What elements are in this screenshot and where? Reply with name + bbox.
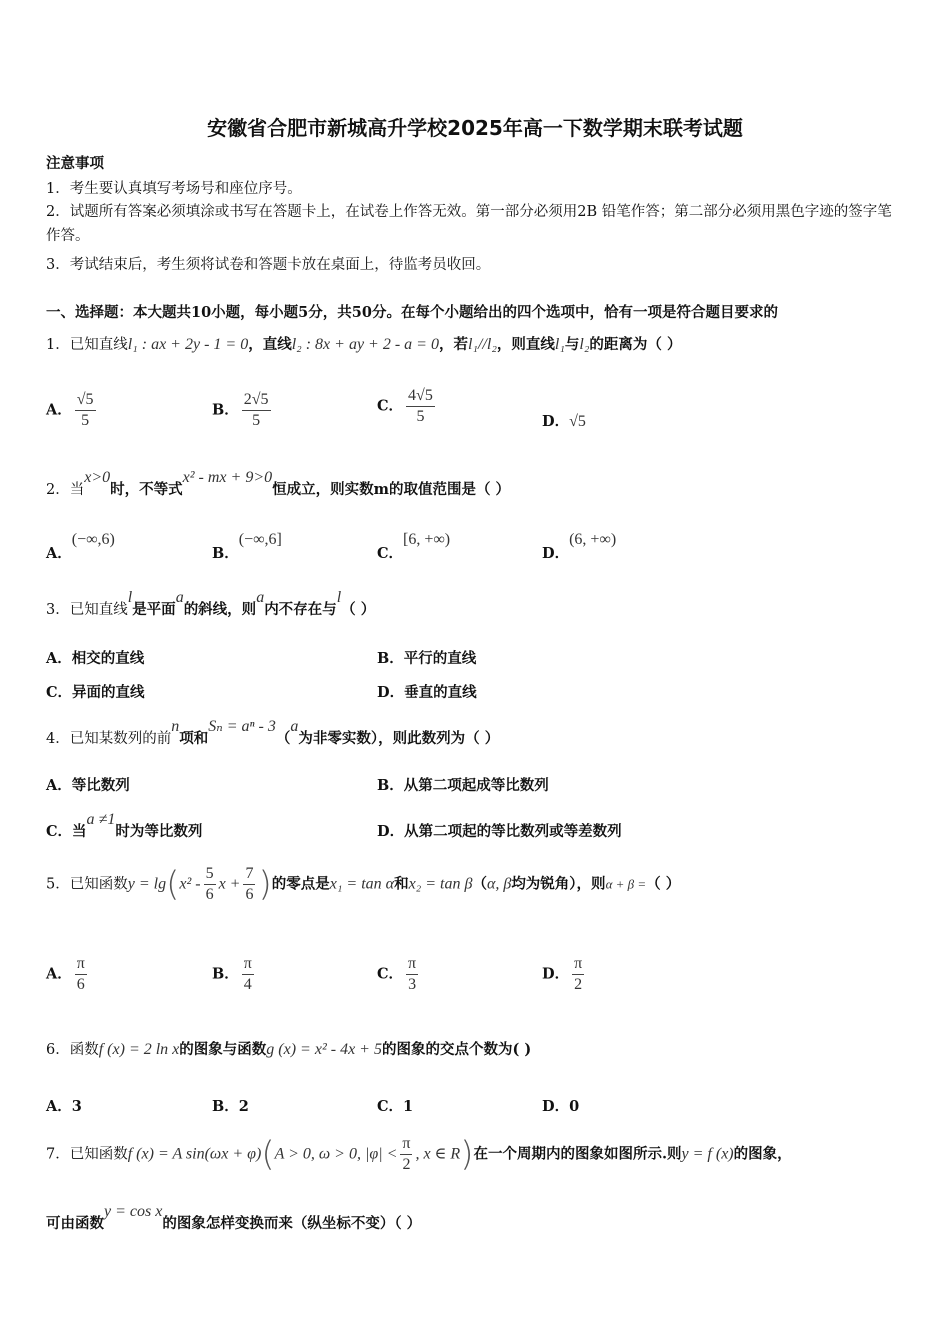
math: f (x) = 2 ln x	[98, 1041, 180, 1058]
math: A > 0, ω > 0, |φ| <	[274, 1145, 398, 1163]
question-7: 7．已知函数f (x) = A sin(ωx + φ)(A > 0, ω > 0, |φ| < $\frac{\pi}{2}$ , x ∈ R)在一个周期内的图象如图所示.则y = f (x)的图象，	[46, 1134, 792, 1175]
option-b: B．从第二项起成等比数列	[377, 777, 549, 794]
math: l₂	[579, 336, 590, 353]
notice-item: 2．试题所有答案必须填涂或书写在答题卡上，在试卷上作答无效。第一部分必须用2B 铅笔作答；第二部分必须用黑色字迹的签字笔作答。	[46, 204, 892, 244]
option-b: B． $\frac{\pi}{4}$	[212, 955, 252, 993]
option-b: B．(−∞,6]	[212, 531, 282, 562]
question-1: 1．已知直线l₁ : ax + 2y - 1 = 0，直线l₂ : 8x + ay + 2 - a = 0，若l₁//l₂，则直线l₁与l₂的距离为（ ）	[46, 336, 682, 353]
option-a: A．(−∞,6)	[46, 531, 115, 562]
math: x +	[218, 875, 241, 893]
math: l₁//l₂	[467, 336, 497, 353]
math: y = lg	[127, 875, 167, 893]
math: x>0	[84, 469, 111, 486]
math: α, β	[486, 875, 512, 893]
math: y = f (x)	[681, 1145, 734, 1163]
math: x₂ = tan β	[408, 875, 473, 893]
option-a: A． $\frac{\pi}{6}$	[46, 955, 85, 993]
notice-heading: 注意事项	[46, 155, 104, 172]
option-d: D．从第二项起的等比数列或等差数列	[377, 823, 622, 840]
option-d: D． $\frac{\pi}{2}$	[542, 955, 583, 993]
math: l₁ : ax + 2y - 1 = 0	[127, 336, 249, 353]
math: x² -	[179, 875, 201, 893]
option-c: C．异面的直线	[46, 684, 145, 701]
option-c: C．当a ≠1时为等比数列	[46, 811, 203, 840]
option-d: D．√5	[542, 413, 586, 430]
option-d: D．(6, +∞)	[542, 531, 617, 562]
notice-item: 3．考试结束后，考生须将试卷和答题卡放在桌面上，待监考员收回。	[46, 257, 491, 273]
math: α + β =	[605, 876, 647, 892]
question-4: 4．已知某数列的前n项和Sₙ = aⁿ - 3（a为非零实数），则此数列为（ ）	[46, 718, 500, 747]
question-5: 5．已知函数y = lg(x² - $\frac{5}{6}$ x + $\frac{7}{6}$ )的零点是x₁ = tan α和x₂ = tan β（α, β均为锐角），则α + β =（ ）	[46, 864, 681, 905]
math: l	[336, 589, 342, 606]
option-d: D．垂直的直线	[377, 684, 477, 701]
question-6: 6．函数f (x) = 2 ln x的图象与函数g (x) = x² - 4x + 5的图象的交点个数为( )	[46, 1041, 532, 1058]
option-a: A．相交的直线	[46, 650, 145, 667]
math: n	[171, 718, 180, 735]
option-c: C． $\frac{4√5}{5}$	[377, 387, 433, 425]
option-c: C．1	[377, 1098, 414, 1115]
math: Sₙ = aⁿ - 3	[208, 718, 276, 735]
option-c: C．[6, +∞)	[377, 531, 451, 562]
option-d: D．0	[542, 1098, 580, 1115]
question-2: 2．当x>0时，不等式x² - mx + 9>0恒成立，则实数m的取值范围是（ ）	[46, 469, 511, 498]
option-b: B．平行的直线	[377, 650, 477, 667]
option-b: B． $\frac{2√5}{5}$	[212, 391, 269, 429]
math: x₁ = tan α	[329, 875, 395, 893]
option-a: A．等比数列	[46, 777, 130, 794]
math: l₁	[554, 336, 565, 353]
option-b: B．2	[212, 1098, 249, 1115]
section-heading: 一、选择题：本大题共10小题，每小题5分，共50分。在每个小题给出的四个选项中，恰有一项是符合题目要求的	[46, 304, 778, 321]
option-a: A．3	[46, 1098, 82, 1115]
math: l₂ : 8x + ay + 2 - a = 0	[291, 336, 439, 353]
math: g (x) = x² - 4x + 5	[266, 1041, 382, 1058]
option-c: C． $\frac{\pi}{3}$	[377, 955, 417, 993]
math: a	[290, 718, 299, 735]
math: a	[256, 589, 265, 606]
page-title: 安徽省合肥市新城高升学校2025年高一下数学期末联考试题	[207, 116, 743, 140]
math: y = cos x	[104, 1203, 163, 1220]
math: f (x) = A sin(ωx + φ)	[127, 1145, 262, 1163]
option-a: A． $\frac{√5}{5}$	[46, 391, 94, 429]
notice-item: 1．考生要认真填写考场号和座位序号。	[46, 181, 302, 197]
math: x² - mx + 9>0	[182, 469, 273, 486]
math: , x ∈ R	[415, 1145, 461, 1163]
math: l	[127, 589, 133, 606]
math: a	[175, 589, 184, 606]
math: a ≠1	[86, 811, 116, 828]
question-3: 3．已知直线l是平面a的斜线，则a内不存在与l（ ）	[46, 589, 376, 618]
question-7-cont: 可由函数y = cos x的图象怎样变换而来（纵坐标不变）（ ）	[46, 1203, 422, 1232]
